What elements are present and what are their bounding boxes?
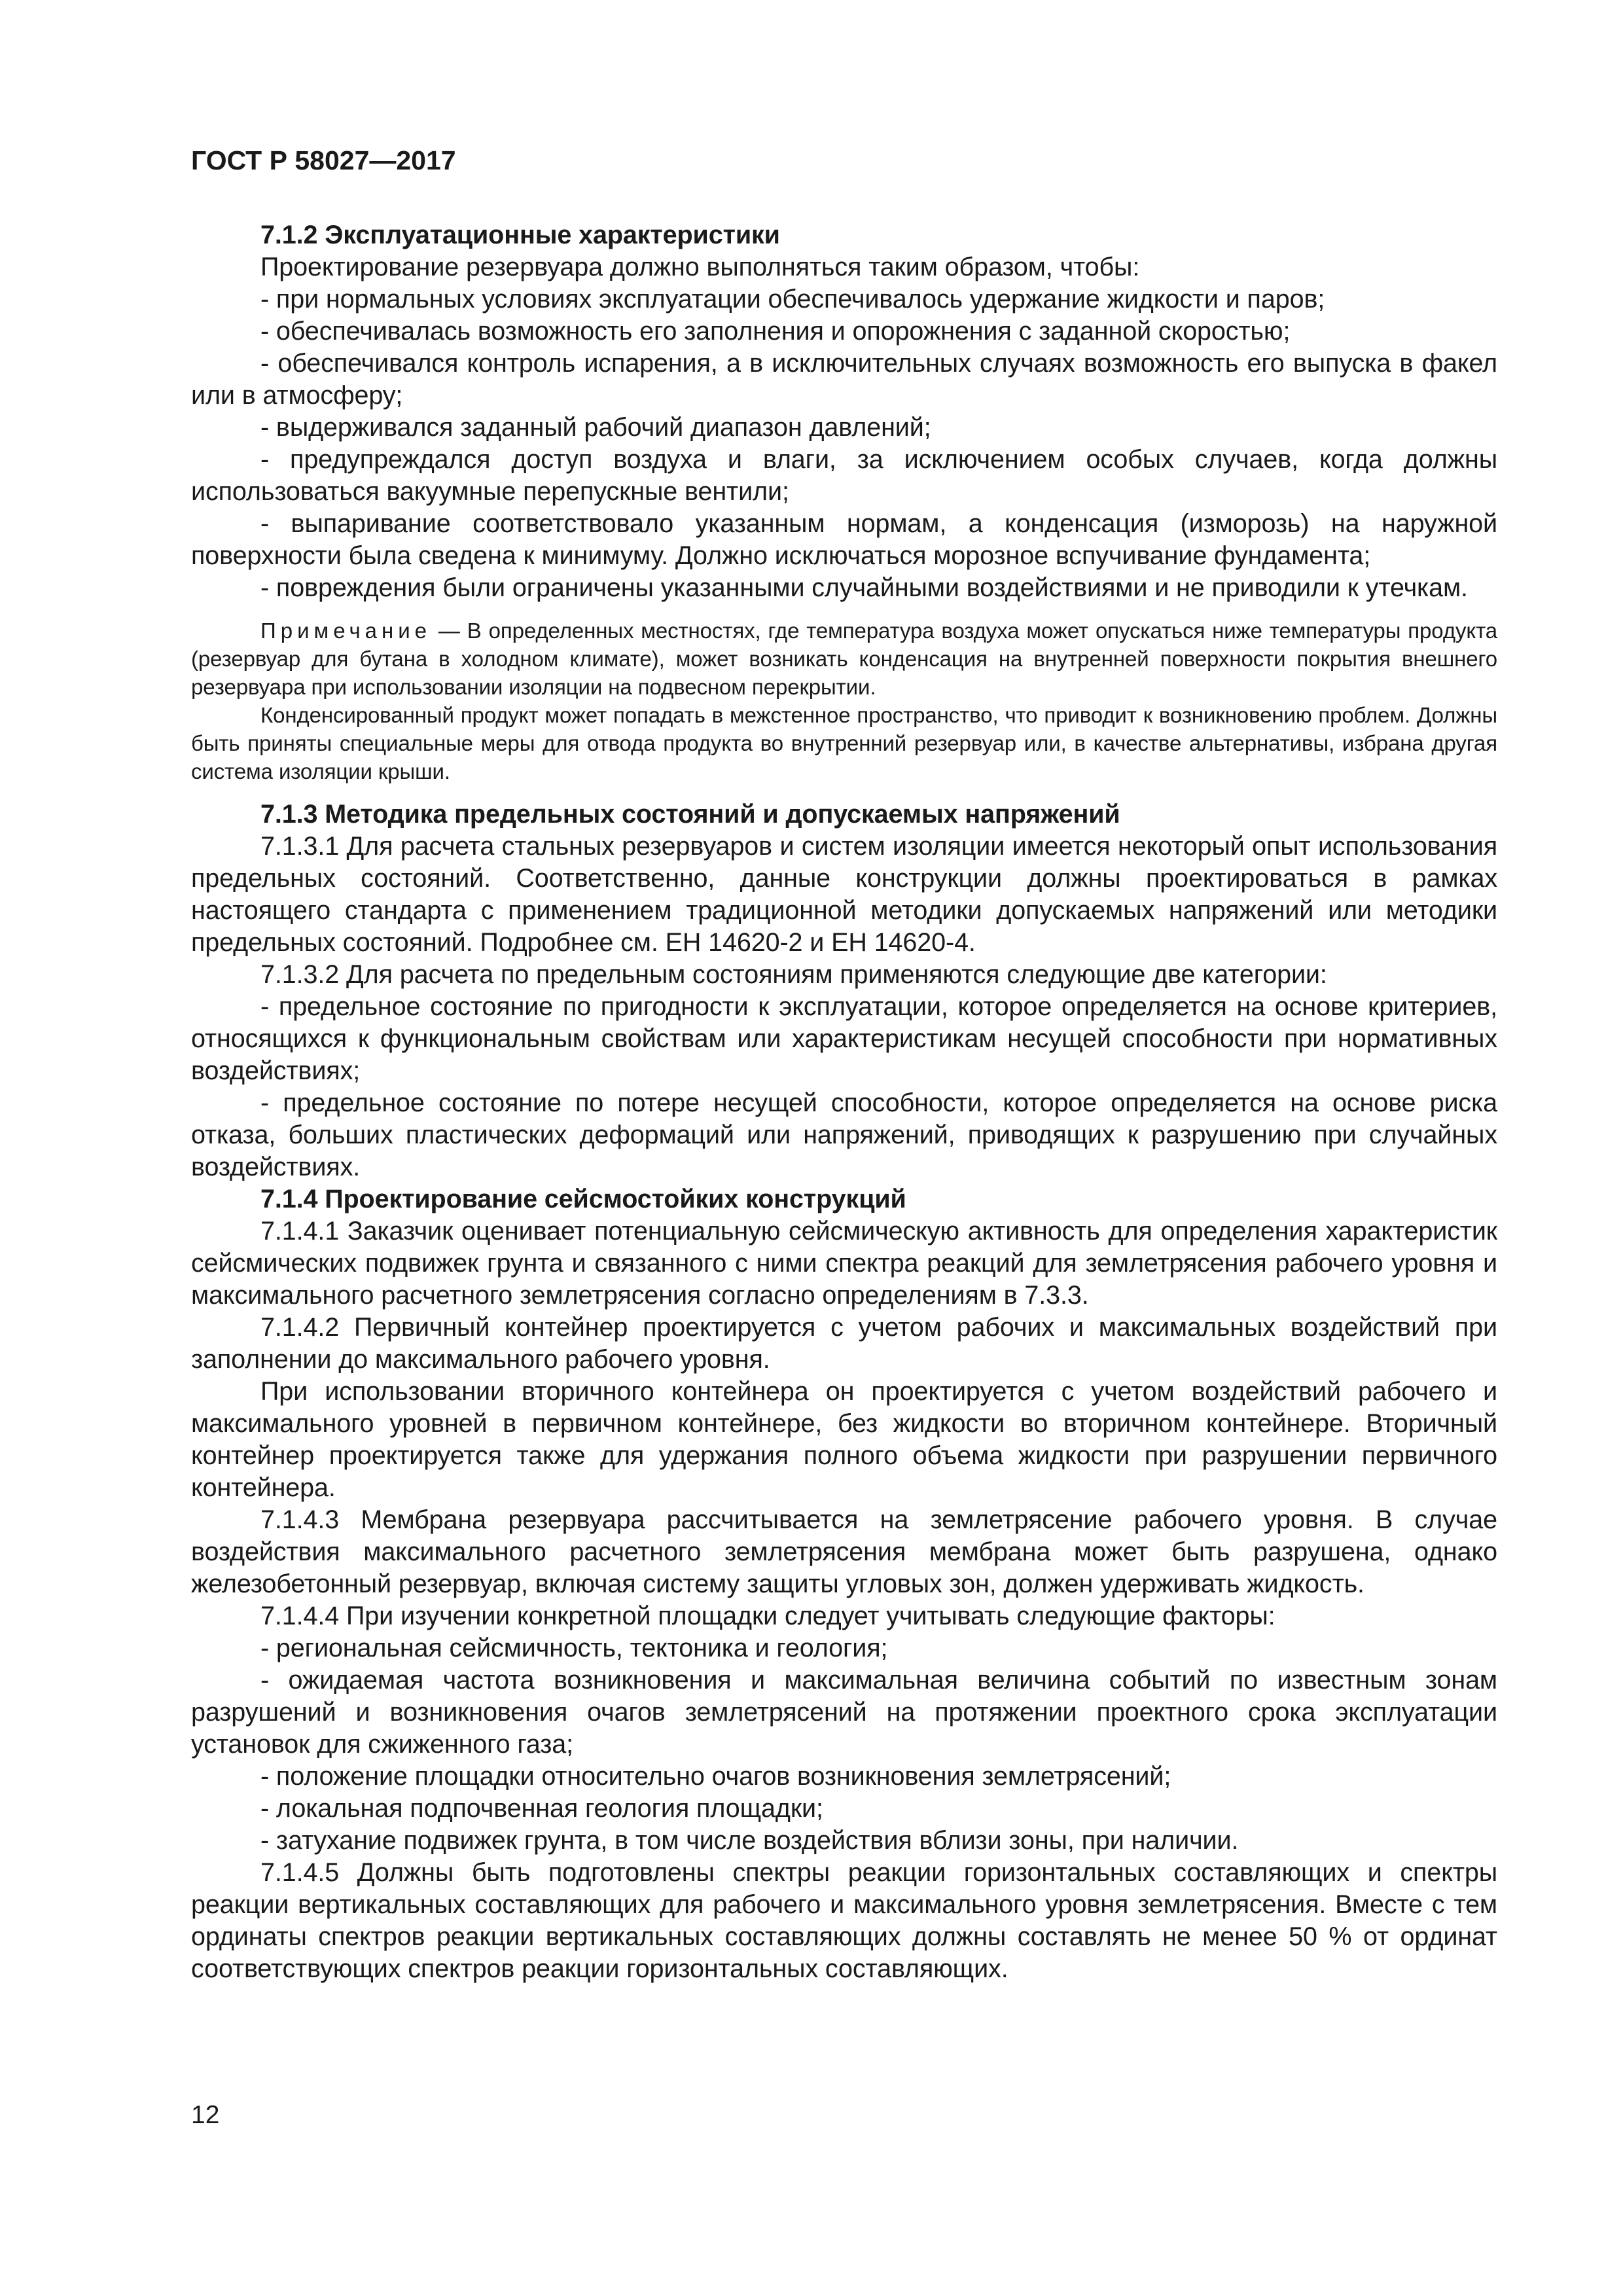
- list-item: - локальная подпочвенная геология площадки;: [260, 1794, 823, 1823]
- document-body: [191, 219, 1497, 1985]
- paragraph: 7.1.4.4 При изучении конкретной площадки следует учитывать следующие факторы:: [260, 1602, 1275, 1630]
- paragraph: Проектирование резервуара должно выполняться таким образом, чтобы:: [260, 253, 1140, 281]
- list-item: - ожидаемая частота возникновения и максимальная величина событий по известным зонам разрушений и возникновения очагов землетрясений на протяжении проектного срока эксплуатации установок для сжиженного газа;: [191, 1666, 1497, 1759]
- note-continuation: Конденсированный продукт может попадать в межстенное пространство, что приводит к возникновению проблем. Должны быть приняты специальные меры для отвода продукта во внутренний резервуар или, в качестве альтернативы, избрана другая система изоляции крыши.: [191, 703, 1497, 783]
- paragraph: 7.1.4.1 Заказчик оценивает потенциальную сейсмическую активность для определения характеристик сейсмических подвижек грунта и связанного с ними спектра реакций для землетрясения рабочего уровня и максимального расчетного землетрясения согласно определениям в 7.3.3.: [191, 1217, 1497, 1310]
- document-code-header: ГОСТ Р 58027—2017: [191, 145, 456, 175]
- note-text: — В определенных местностях, где температура воздуха может опускаться ниже температуры продукта (резервуар для бутана в холодном климате), может возникать конденсация на внутренней поверхности покрытия внешнего резервуара при использовании изоляции на подвесном перекрытии.: [191, 619, 1497, 699]
- list-item: - положение площадки относительно очагов возникновения землетрясений;: [260, 1762, 1171, 1791]
- list-item: - затухание подвижек грунта, в том числе воздействия вблизи зоны, при наличии.: [260, 1826, 1239, 1855]
- paragraph: 7.1.3.1 Для расчета стальных резервуаров и систем изоляции имеется некоторый опыт использования предельных состояний. Соответственно, данные конструкции должны проектироваться в рамках настоящего стандарта с применением традиционной методики допускаемых напряжений или методики предельных состояний. Подробнее см. ЕН 14620-2 и ЕН 14620-4.: [191, 832, 1497, 957]
- list-item: - при нормальных условиях эксплуатации обеспечивалось удержание жидкости и паров;: [260, 285, 1325, 314]
- page-number: 12: [191, 2101, 220, 2129]
- paragraph: 7.1.4.5 Должны быть подготовлены спектры реакции горизонтальных составляющих и спектры реакции вертикальных составляющих для рабочего и максимального уровня землетрясения. Вместе с тем ординаты спектров реакции вертикальных составляющих должны составлять не менее 50 % от ординат соответствующих спектров реакции горизонтальных составляющих.: [191, 1858, 1497, 1983]
- note: [191, 617, 1497, 701]
- paragraph: 7.1.3.2 Для расчета по предельным состояниям применяются следующие две категории:: [260, 960, 1327, 989]
- paragraph: 7.1.4.2 Первичный контейнер проектируется с учетом рабочих и максимальных воздействий при заполнении до максимального рабочего уровня.: [191, 1313, 1497, 1374]
- list-item: - выпаривание соответствовало указанным нормам, а конденсация (изморозь) на наружной поверхности была сведена к минимуму. Должно исключаться морозное вспучивание фундамента;: [191, 509, 1497, 570]
- list-item: - предельное состояние по пригодности к эксплуатации, которое определяется на основе критериев, относящихся к функциональным свойствам или характеристикам несущей способности при нормативных воздействиях;: [191, 992, 1497, 1085]
- list-item: - выдерживался заданный рабочий диапазон давлений;: [260, 413, 931, 442]
- list-item: - обеспечивался контроль испарения, а в исключительных случаях возможность его выпуска в факел или в атмосферу;: [191, 349, 1497, 410]
- section-heading-7-1-4: 7.1.4 Проектирование сейсмостойких конструкций: [260, 1185, 906, 1213]
- section-heading-7-1-2: 7.1.2 Эксплуатационные характеристики: [260, 221, 780, 249]
- list-item: - предельное состояние по потере несущей способности, которое определяется на основе риска отказа, больших пластических деформаций или напряжений, приводящих к разрушению при случайных воздействиях.: [191, 1088, 1497, 1181]
- list-item: - повреждения были ограничены указанными случайными воздействиями и не приводили к утечкам.: [260, 573, 1468, 602]
- paragraph: При использовании вторичного контейнера он проектируется с учетом воздействий рабочего и максимального уровней в первичном контейнере, без жидкости во вторичном контейнере. Вторичный контейнер проектируется также для удержания полного объема жидкости при разрушении первичного контейнера.: [191, 1377, 1497, 1502]
- section-heading-7-1-3: 7.1.3 Методика предельных состояний и допускаемых напряжений: [260, 800, 1120, 829]
- list-item: - предупреждался доступ воздуха и влаги, за исключением особых случаев, когда должны использоваться вакуумные перепускные вентили;: [191, 445, 1497, 506]
- paragraph: 7.1.4.3 Мембрана резервуара рассчитывается на землетрясение рабочего уровня. В случае воздействия максимального расчетного землетрясения мембрана может быть разрушена, однако железобетонный резервуар, включая систему защиты угловых зон, должен удерживать жидкость.: [191, 1505, 1497, 1598]
- note-label: Примечание: [260, 619, 432, 643]
- list-item: - обеспечивалась возможность его заполнения и опорожнения с заданной скоростью;: [260, 317, 1291, 346]
- list-item: - региональная сейсмичность, тектоника и геология;: [260, 1634, 888, 1662]
